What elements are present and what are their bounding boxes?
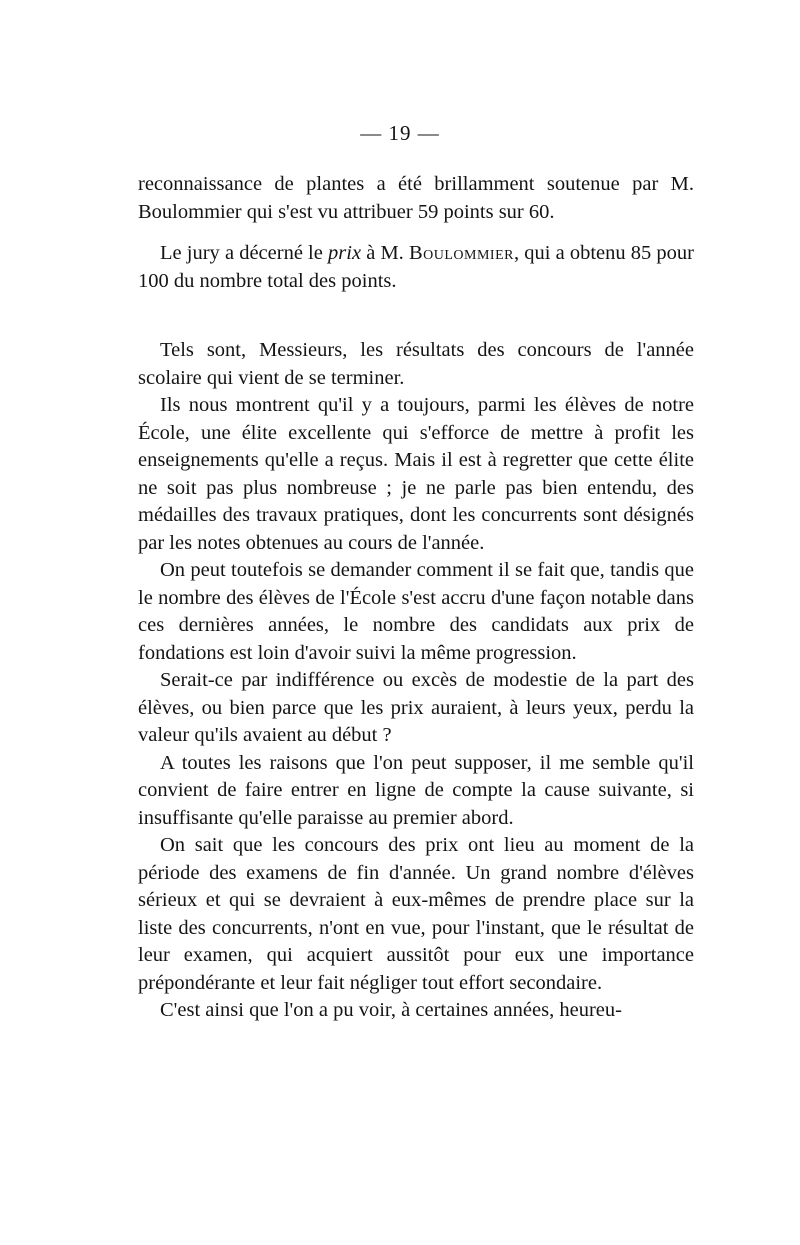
paragraph: A toutes les raisons que l'on peut supposer, il me semble qu'il convient de faire entrer en ligne de compte la cause suivante, si insuffisante qu'elle paraisse au premier abord.	[138, 751, 694, 829]
paragraph-text: reconnaissance de plantes a été brillamment soutenue par M. Boulommier qui s'est vu attribuer 59 points sur 60.	[138, 173, 694, 223]
text-span: à M.	[361, 242, 409, 264]
laureate-name: Boulommier	[408, 242, 514, 264]
text-span: Le jury a décerné le	[160, 242, 329, 264]
paragraph-text	[138, 240, 694, 295]
body-text	[138, 337, 694, 1025]
paragraph: Tels sont, Messieurs, les résultats des concours de l'année scolaire qui vient de se terminer.	[138, 339, 694, 389]
paragraph: On peut toutefois se demander comment il se fait que, tandis que le nombre des élèves de l'École s'est accru d'une façon notable dans ces dernières années, le nombre des candidats aux prix de fondations est loin d'avoir suivi la même progression.	[138, 559, 694, 664]
paragraph: On sait que les concours des prix ont lieu au moment de la période des examens de fin d'année. Un grand nombre d'élèves sérieux et qui se devraient à eux-mêmes de prendre place sur la liste des concurrents, n'ont en vue, pour l'instant, que le résultat de leur examen, qui acquiert aussitôt pour eux une importance prépondérante et leur fait négliger tout effort secondaire.	[138, 834, 694, 994]
paragraph-jury-award	[138, 240, 694, 295]
page-number: — 19 —	[360, 121, 440, 145]
paragraph: C'est ainsi que l'on a pu voir, à certaines années, heureu-	[160, 999, 622, 1021]
text-span: , qui a obtenu 85 pour 100 du nombre total des points.	[138, 242, 695, 292]
paragraph: Serait-ce par indifférence ou excès de modestie de la part des élèves, ou bien parce que les prix auraient, à leurs yeux, perdu la valeur qu'ils avaient au début ?	[138, 669, 694, 746]
prix-italic: prix	[328, 242, 362, 264]
paragraph: Ils nous montrent qu'il y a toujours, parmi les élèves de notre École, une élite excellente qui s'efforce de mettre à profit les enseignements qu'elle a reçus. Mais il est à regretter que cette élite ne soit pas plus nombreuse ; je ne parle pas bien entendu, des médailles des travaux pratiques, dont les concurrents sont désignés par les notes obtenues au cours de l'année.	[138, 394, 694, 554]
paragraph-result-summary	[138, 171, 694, 226]
